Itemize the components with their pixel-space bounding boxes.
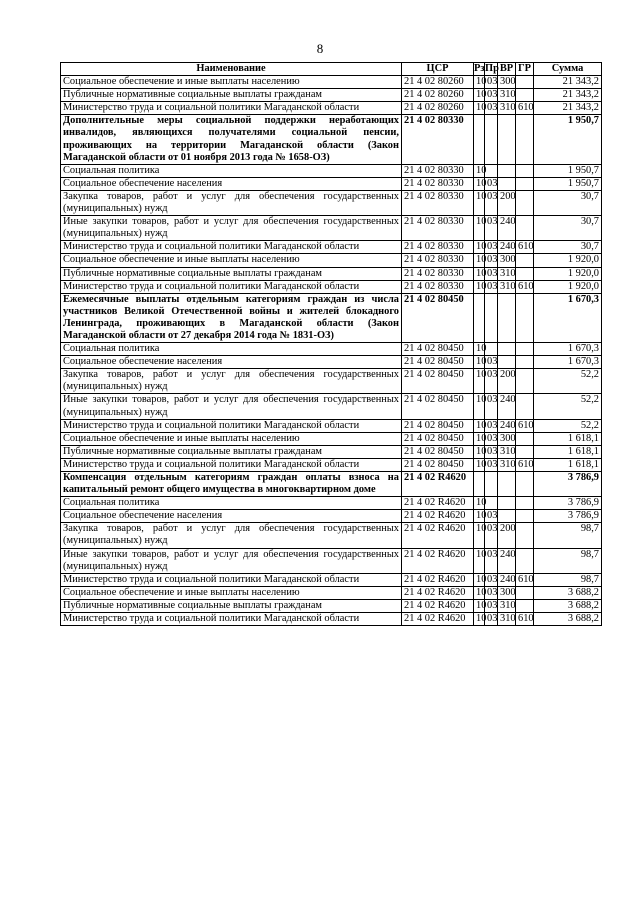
row-name: Социальная политика <box>61 497 402 510</box>
row-name: Компенсация отдельным категориям граждан оплаты взноса на капитальный ремонт общего имущества в многоквартирном доме <box>61 472 402 497</box>
row-rz: 10 <box>474 216 485 241</box>
row-name: Министерство труда и социальной политики Магаданской области <box>61 241 402 254</box>
row-name: Социальное обеспечение населения <box>61 510 402 523</box>
row-sum: 1 618,1 <box>534 458 602 471</box>
row-gr <box>516 472 534 497</box>
table-row <box>61 241 602 254</box>
row-gr <box>516 76 534 89</box>
header-row <box>61 63 602 76</box>
table-row <box>61 76 602 89</box>
row-pr: 03 <box>485 356 498 369</box>
header-pr: Пр <box>485 63 499 74</box>
row-pr: 03 <box>485 599 498 612</box>
row-sum: 3 688,2 <box>534 613 602 626</box>
row-csr: 21 4 02 80330 <box>402 254 474 267</box>
table-row <box>61 573 602 586</box>
row-name: Социальное обеспечение населения <box>61 177 402 190</box>
row-csr: 21 4 02 R4620 <box>402 472 474 497</box>
row-pr: 03 <box>485 177 498 190</box>
row-csr: 21 4 02 80260 <box>402 89 474 102</box>
row-pr: 03 <box>485 419 498 432</box>
row-pr: 03 <box>485 523 498 548</box>
row-sum: 3 786,9 <box>534 472 602 497</box>
row-pr: 03 <box>485 216 498 241</box>
table-row <box>61 613 602 626</box>
row-pr <box>485 497 498 510</box>
row-sum: 1 670,3 <box>534 343 602 356</box>
row-gr <box>516 523 534 548</box>
row-gr <box>516 599 534 612</box>
row-sum: 1 950,7 <box>534 177 602 190</box>
row-pr <box>485 343 498 356</box>
row-name: Министерство труда и социальной политики Магаданской области <box>61 102 402 115</box>
row-gr: 610 <box>516 573 534 586</box>
row-vr <box>498 510 516 523</box>
row-vr <box>498 472 516 497</box>
table-row <box>61 343 602 356</box>
row-csr: 21 4 02 80450 <box>402 458 474 471</box>
header-sum: Сумма <box>534 63 602 76</box>
row-name: Министерство труда и социальной политики Магаданской области <box>61 280 402 293</box>
row-pr: 03 <box>485 548 498 573</box>
row-csr: 21 4 02 80450 <box>402 356 474 369</box>
row-sum: 3 688,2 <box>534 599 602 612</box>
row-pr: 03 <box>485 267 498 280</box>
table-row <box>61 419 602 432</box>
row-gr <box>516 115 534 164</box>
row-vr: 240 <box>498 394 516 419</box>
row-rz: 10 <box>474 586 485 599</box>
row-csr: 21 4 02 80330 <box>402 280 474 293</box>
row-name: Иные закупки товаров, работ и услуг для обеспечения государственных (муниципальных) нужд <box>61 216 402 241</box>
row-csr: 21 4 02 80330 <box>402 115 474 164</box>
table-row <box>61 510 602 523</box>
row-csr: 21 4 02 R4620 <box>402 510 474 523</box>
row-pr: 03 <box>485 89 498 102</box>
row-rz: 10 <box>474 177 485 190</box>
row-vr <box>498 293 516 342</box>
row-gr: 610 <box>516 613 534 626</box>
row-vr: 300 <box>498 76 516 89</box>
row-csr: 21 4 02 80450 <box>402 419 474 432</box>
row-csr: 21 4 02 80330 <box>402 216 474 241</box>
row-name: Иные закупки товаров, работ и услуг для обеспечения государственных (муниципальных) нужд <box>61 548 402 573</box>
row-gr <box>516 586 534 599</box>
row-name: Социальное обеспечение и иные выплаты населению <box>61 76 402 89</box>
row-vr <box>498 115 516 164</box>
header-rz: Рз <box>474 63 485 74</box>
table-row <box>61 177 602 190</box>
row-name: Публичные нормативные социальные выплаты гражданам <box>61 599 402 612</box>
row-sum: 1 670,3 <box>534 356 602 369</box>
row-gr <box>516 445 534 458</box>
row-csr: 21 4 02 80450 <box>402 369 474 394</box>
row-sum: 30,7 <box>534 190 602 215</box>
table-row <box>61 458 602 471</box>
row-name: Дополнительные меры социальной поддержки неработающих инвалидов, являющихся получателями социальной пенсии, проживающих на территории Магаданской области (Закон Магаданской области от 01 ноября 2013 года № 1658-ОЗ) <box>61 115 402 164</box>
row-vr: 240 <box>498 419 516 432</box>
table-row <box>61 523 602 548</box>
row-csr: 21 4 02 80450 <box>402 343 474 356</box>
row-rz: 10 <box>474 89 485 102</box>
row-rz <box>474 472 485 497</box>
row-pr: 03 <box>485 586 498 599</box>
row-sum: 98,7 <box>534 523 602 548</box>
row-vr: 310 <box>498 89 516 102</box>
row-name: Министерство труда и социальной политики Магаданской области <box>61 419 402 432</box>
row-sum: 3 786,9 <box>534 497 602 510</box>
row-csr: 21 4 02 R4620 <box>402 548 474 573</box>
row-rz: 10 <box>474 548 485 573</box>
header-vr: ВР <box>498 63 516 76</box>
row-sum: 1 920,0 <box>534 254 602 267</box>
table-row <box>61 548 602 573</box>
table-row <box>61 164 602 177</box>
row-name: Министерство труда и социальной политики Магаданской области <box>61 573 402 586</box>
row-vr: 200 <box>498 190 516 215</box>
row-sum: 1 618,1 <box>534 432 602 445</box>
table-row <box>61 445 602 458</box>
row-vr: 310 <box>498 267 516 280</box>
table-row <box>61 369 602 394</box>
header-gr: ГР <box>516 63 534 76</box>
row-sum: 3 786,9 <box>534 510 602 523</box>
row-rz <box>474 293 485 342</box>
row-gr: 610 <box>516 280 534 293</box>
row-rz: 10 <box>474 510 485 523</box>
row-vr: 240 <box>498 241 516 254</box>
row-csr: 21 4 02 80450 <box>402 445 474 458</box>
row-sum: 1 920,0 <box>534 267 602 280</box>
row-vr <box>498 164 516 177</box>
row-vr: 200 <box>498 523 516 548</box>
row-pr: 03 <box>485 573 498 586</box>
row-name: Закупка товаров, работ и услуг для обеспечения государственных (муниципальных) нужд <box>61 369 402 394</box>
row-gr <box>516 356 534 369</box>
row-vr: 300 <box>498 586 516 599</box>
row-csr: 21 4 02 80450 <box>402 432 474 445</box>
row-csr: 21 4 02 80330 <box>402 177 474 190</box>
table-row <box>61 432 602 445</box>
row-pr: 03 <box>485 190 498 215</box>
row-sum: 21 343,2 <box>534 102 602 115</box>
row-vr: 300 <box>498 432 516 445</box>
row-gr <box>516 293 534 342</box>
row-name: Социальная политика <box>61 164 402 177</box>
row-csr: 21 4 02 80260 <box>402 76 474 89</box>
row-pr: 03 <box>485 394 498 419</box>
row-gr: 610 <box>516 458 534 471</box>
row-gr <box>516 164 534 177</box>
row-gr: 610 <box>516 102 534 115</box>
row-gr <box>516 432 534 445</box>
row-name: Социальная политика <box>61 343 402 356</box>
row-gr: 610 <box>516 419 534 432</box>
row-vr: 240 <box>498 548 516 573</box>
row-rz: 10 <box>474 613 485 626</box>
row-vr <box>498 343 516 356</box>
row-sum: 3 688,2 <box>534 586 602 599</box>
row-vr: 310 <box>498 280 516 293</box>
row-pr: 03 <box>485 280 498 293</box>
row-name: Социальное обеспечение и иные выплаты населению <box>61 254 402 267</box>
row-csr: 21 4 02 R4620 <box>402 599 474 612</box>
table-row <box>61 293 602 342</box>
row-gr <box>516 254 534 267</box>
row-vr: 310 <box>498 613 516 626</box>
row-name: Публичные нормативные социальные выплаты гражданам <box>61 89 402 102</box>
row-rz: 10 <box>474 573 485 586</box>
row-sum: 21 343,2 <box>534 76 602 89</box>
row-rz: 10 <box>474 356 485 369</box>
row-gr <box>516 394 534 419</box>
row-pr: 03 <box>485 510 498 523</box>
header-csr: ЦСР <box>402 63 474 76</box>
row-gr <box>516 177 534 190</box>
row-sum: 52,2 <box>534 369 602 394</box>
row-name: Социальное обеспечение населения <box>61 356 402 369</box>
row-name: Публичные нормативные социальные выплаты гражданам <box>61 267 402 280</box>
table-row <box>61 267 602 280</box>
row-vr: 310 <box>498 445 516 458</box>
row-vr: 310 <box>498 599 516 612</box>
row-rz <box>474 115 485 164</box>
row-rz: 10 <box>474 394 485 419</box>
row-rz: 10 <box>474 280 485 293</box>
row-sum: 1 920,0 <box>534 280 602 293</box>
row-sum: 1 950,7 <box>534 115 602 164</box>
row-pr: 03 <box>485 458 498 471</box>
row-csr: 21 4 02 R4620 <box>402 586 474 599</box>
table-row <box>61 280 602 293</box>
table-row <box>61 102 602 115</box>
row-pr: 03 <box>485 432 498 445</box>
row-sum: 21 343,2 <box>534 89 602 102</box>
row-gr: 610 <box>516 241 534 254</box>
row-name: Ежемесячные выплаты отдельным категориям граждан из числа участников Великой Отечественной войны и жителей блокадного Ленинграда, проживающих в Магаданской области (Закон Магаданской области от 27 декабря 2014 года № 1831-ОЗ) <box>61 293 402 342</box>
row-rz: 10 <box>474 254 485 267</box>
row-gr <box>516 267 534 280</box>
row-pr <box>485 293 498 342</box>
row-vr: 240 <box>498 216 516 241</box>
table-row <box>61 599 602 612</box>
row-sum: 1 950,7 <box>534 164 602 177</box>
row-rz: 10 <box>474 102 485 115</box>
row-sum: 30,7 <box>534 241 602 254</box>
row-rz: 10 <box>474 369 485 394</box>
row-vr <box>498 177 516 190</box>
row-pr: 03 <box>485 102 498 115</box>
row-csr: 21 4 02 R4620 <box>402 523 474 548</box>
table-row <box>61 190 602 215</box>
row-name: Министерство труда и социальной политики Магаданской области <box>61 613 402 626</box>
row-pr: 03 <box>485 445 498 458</box>
row-sum: 1 670,3 <box>534 293 602 342</box>
table-row <box>61 586 602 599</box>
row-vr: 240 <box>498 573 516 586</box>
table-row <box>61 216 602 241</box>
row-rz: 10 <box>474 599 485 612</box>
row-csr: 21 4 02 80330 <box>402 267 474 280</box>
row-csr: 21 4 02 80450 <box>402 394 474 419</box>
row-rz: 10 <box>474 241 485 254</box>
row-name: Министерство труда и социальной политики Магаданской области <box>61 458 402 471</box>
budget-table <box>60 62 602 626</box>
row-gr <box>516 216 534 241</box>
row-rz: 10 <box>474 523 485 548</box>
row-gr <box>516 89 534 102</box>
row-gr <box>516 510 534 523</box>
row-rz: 10 <box>474 445 485 458</box>
row-pr: 03 <box>485 369 498 394</box>
page-number: 8 <box>316 41 324 56</box>
row-vr: 310 <box>498 458 516 471</box>
row-vr: 200 <box>498 369 516 394</box>
row-csr: 21 4 02 80450 <box>402 293 474 342</box>
row-sum: 52,2 <box>534 394 602 419</box>
row-pr: 03 <box>485 613 498 626</box>
table-row <box>61 472 602 497</box>
row-rz: 10 <box>474 164 485 177</box>
row-csr: 21 4 02 R4620 <box>402 497 474 510</box>
row-pr <box>485 164 498 177</box>
row-sum: 98,7 <box>534 573 602 586</box>
table-row <box>61 115 602 164</box>
row-name: Иные закупки товаров, работ и услуг для обеспечения государственных (муниципальных) нужд <box>61 394 402 419</box>
row-csr: 21 4 02 80330 <box>402 190 474 215</box>
row-rz: 10 <box>474 267 485 280</box>
row-csr: 21 4 02 R4620 <box>402 573 474 586</box>
row-name: Публичные нормативные социальные выплаты гражданам <box>61 445 402 458</box>
row-pr <box>485 472 498 497</box>
row-vr <box>498 356 516 369</box>
row-sum: 98,7 <box>534 548 602 573</box>
row-rz: 10 <box>474 76 485 89</box>
table-row <box>61 497 602 510</box>
row-vr: 300 <box>498 254 516 267</box>
row-rz: 10 <box>474 190 485 215</box>
row-csr: 21 4 02 80330 <box>402 164 474 177</box>
row-csr: 21 4 02 R4620 <box>402 613 474 626</box>
row-vr <box>498 497 516 510</box>
row-name: Социальное обеспечение и иные выплаты населению <box>61 432 402 445</box>
row-sum: 1 618,1 <box>534 445 602 458</box>
row-rz: 10 <box>474 343 485 356</box>
row-rz: 10 <box>474 419 485 432</box>
row-csr: 21 4 02 80260 <box>402 102 474 115</box>
row-csr: 21 4 02 80330 <box>402 241 474 254</box>
table-row <box>61 89 602 102</box>
row-rz: 10 <box>474 458 485 471</box>
header-name: Наименование <box>61 63 402 76</box>
row-pr <box>485 115 498 164</box>
row-name: Социальное обеспечение и иные выплаты населению <box>61 586 402 599</box>
row-vr: 310 <box>498 102 516 115</box>
row-rz: 10 <box>474 432 485 445</box>
row-gr <box>516 190 534 215</box>
row-gr <box>516 548 534 573</box>
row-pr: 03 <box>485 241 498 254</box>
row-sum: 30,7 <box>534 216 602 241</box>
row-gr <box>516 369 534 394</box>
row-rz: 10 <box>474 497 485 510</box>
table-row <box>61 394 602 419</box>
row-pr: 03 <box>485 254 498 267</box>
table-row <box>61 356 602 369</box>
row-sum: 52,2 <box>534 419 602 432</box>
row-name: Закупка товаров, работ и услуг для обеспечения государственных (муниципальных) нужд <box>61 523 402 548</box>
row-pr: 03 <box>485 76 498 89</box>
row-gr <box>516 343 534 356</box>
row-name: Закупка товаров, работ и услуг для обеспечения государственных (муниципальных) нужд <box>61 190 402 215</box>
row-gr <box>516 497 534 510</box>
table-row <box>61 254 602 267</box>
